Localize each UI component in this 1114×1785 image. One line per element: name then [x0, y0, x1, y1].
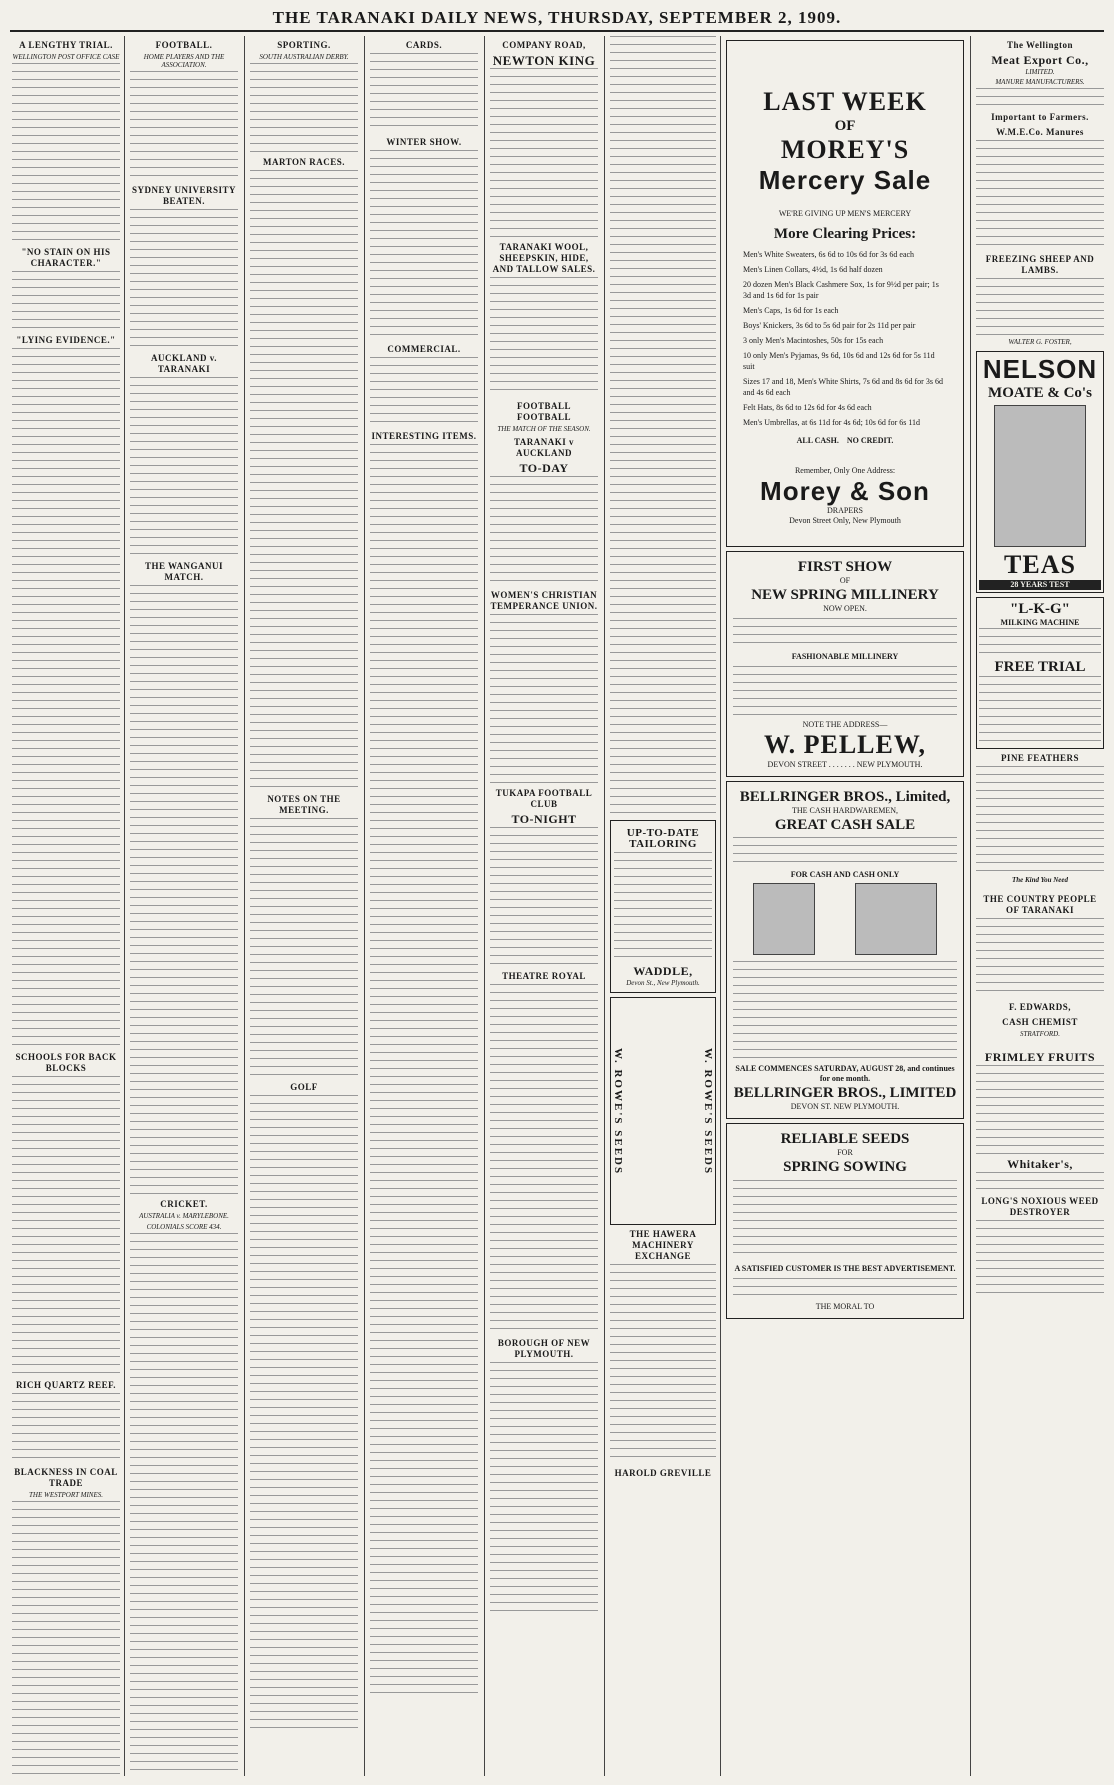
ad-firm: WADDLE, [633, 964, 693, 978]
column-rule [124, 36, 125, 1776]
headline: FOOTBALL. [155, 40, 213, 50]
ad-subheading: FASHIONABLE MILLINERY [791, 652, 899, 661]
ad-heading: Whitaker's, [1007, 1157, 1073, 1172]
headline: BOROUGH OF NEW PLYMOUTH. [497, 1338, 591, 1360]
article-text [490, 68, 598, 238]
article-text [370, 53, 478, 133]
headline: THE HAWERA MACHINERY EXCHANGE [629, 1229, 697, 1262]
column-6 [610, 36, 716, 1776]
ad-firm: W. PELLEW, [764, 730, 926, 759]
ad-text [733, 961, 957, 1061]
subheadline: HOME PLAYERS AND THE ASSOCIATION. [143, 53, 225, 70]
ad-heading: W.M.E.Co. Manures [996, 127, 1084, 138]
article-text [370, 357, 478, 427]
price-item: Sizes 17 and 18, Men's White Shirts, 7s 6d and 8s 6d for 3s 6d and 4s 6d each [743, 377, 943, 397]
article-text [12, 1076, 120, 1376]
wallpaper-illustration [855, 883, 937, 955]
ad-firm: Morey & Son [760, 476, 930, 506]
ad-terms: NO CREDIT. [846, 436, 894, 445]
column-rule [364, 36, 365, 1776]
ad-note: SALE COMMENCES SATURDAY, AUGUST 28, and continues for one month. [735, 1064, 955, 1083]
ad-heading: Meat Export Co., [991, 53, 1089, 67]
headline: SPORTING. [277, 40, 331, 50]
ad-heading: LAST WEEK [763, 87, 927, 116]
ad-title: W. ROWE'S SEEDS [612, 1047, 625, 1175]
morey-ad [726, 40, 964, 547]
ad-heading: NELSON [982, 353, 1098, 384]
subheadline: THE WESTPORT MINES. [29, 1491, 103, 1500]
ad-subheading: FOR CASH AND CASH ONLY [790, 870, 900, 879]
ad-heading: Important to Farmers. [991, 112, 1089, 123]
ad-heading: LONG'S NOXIOUS WEED DESTROYER [981, 1196, 1099, 1218]
headline: COMMERCIAL. [387, 344, 461, 354]
headline: CARDS. [405, 40, 443, 50]
column-rule [970, 36, 971, 1776]
price-item: Men's Linen Collars, 4½d, 1s 6d half dozen [743, 265, 883, 274]
ad-heading: FIRST SHOW [797, 559, 893, 575]
ad-heading: FRIMLEY FRUITS [984, 1050, 1096, 1065]
ad-subheading: LIMITED. [1025, 68, 1055, 76]
headline: THE WANGANUI MATCH. [144, 561, 224, 583]
ad-heading: BELLRINGER BROS., Limited, [739, 789, 951, 805]
ad-heading: TEAS [1004, 549, 1076, 579]
nelson-tea-ad [976, 351, 1104, 593]
headline: BLACKNESS IN COAL TRADE [14, 1467, 118, 1489]
article-text [490, 1362, 598, 1612]
ad-heading: MOATE & Co's [988, 384, 1092, 401]
column-4 [370, 36, 478, 1776]
article-text [250, 818, 358, 1078]
ad-trade: DRAPERS [826, 506, 863, 515]
ad-text [733, 1278, 957, 1298]
subheadline: AUSTRALIA v. MARYLEBONE. [139, 1212, 229, 1221]
ad-subheading: The Kind You Need [1011, 875, 1069, 884]
article-text [250, 63, 358, 153]
price-item: Men's Umbrellas, at 6s 11d for 4s 6d; 10s 6d for 6s 11d [743, 418, 921, 427]
headline: INTERESTING ITEMS. [371, 431, 477, 441]
ad-text [733, 1180, 957, 1260]
ad-heading: FREE TRIAL [994, 658, 1086, 675]
ad-text [976, 88, 1104, 108]
headline: FOOTBALL FOOTBALL [516, 401, 571, 422]
right-column [976, 36, 1104, 1776]
column-rule [244, 36, 245, 1776]
ad-text [976, 918, 1104, 998]
headline: SYDNEY UNIVERSITY BEATEN. [132, 185, 236, 207]
ad-terms: ALL CASH. [796, 436, 839, 445]
ad-title: UP-TO-DATE TAILORING [626, 827, 700, 850]
article-text [250, 1095, 358, 1735]
headline: MARTON RACES. [262, 157, 346, 168]
ad-text [979, 676, 1101, 746]
article-text [12, 63, 120, 243]
headline: TO-DAY [519, 461, 569, 476]
ad-heading: GREAT CASH SALE [774, 817, 916, 833]
masthead: THE TARANAKI DAILY NEWS, THURSDAY, SEPTEMBER 2, 1909. [10, 8, 1104, 32]
ad-heading: The Wellington [1006, 40, 1074, 50]
ad-heading: OF [834, 118, 856, 134]
column-rule [484, 36, 485, 1776]
headline: AUCKLAND v. TARANAKI [150, 353, 217, 375]
headline: TARANAKI WOOL, SHEEPSKIN, HIDE, AND TALLOW SALES. [492, 242, 596, 274]
ad-subheading: 28 YEARS TEST [979, 580, 1101, 590]
paint-illustration [753, 883, 815, 955]
ad-heading: CASH CHEMIST [1002, 1016, 1078, 1027]
ad-heading: THE COUNTRY PEOPLE OF TARANAKI [983, 893, 1097, 915]
article-text [12, 1501, 120, 1776]
ad-heading: F. EDWARDS, [1009, 1001, 1071, 1012]
ad-text [976, 1065, 1104, 1155]
ad-heading: NEW SPRING MILLINERY [751, 587, 939, 603]
bellringer-ad [726, 781, 964, 1119]
ad-text [733, 666, 957, 716]
ad-text [976, 1220, 1104, 1300]
tailoring-ad [610, 820, 716, 993]
headline: THEATRE ROYAL [502, 971, 586, 982]
ad-address: Devon Street Only, New Plymouth [789, 516, 901, 525]
article-text [12, 271, 120, 331]
ad-address: DEVON STREET . . . . . . . NEW PLYMOUTH. [767, 760, 923, 769]
article-text [12, 1393, 120, 1463]
ad-text [733, 618, 957, 648]
ad-heading: "L-K-G" [1010, 600, 1070, 617]
ad-subheading: A SATISFIED CUSTOMER IS THE BEST ADVERTISEMENT. [734, 1264, 956, 1273]
headline: A LENGTHY TRIAL. [19, 40, 113, 50]
headline: NEWTON KING [492, 53, 596, 68]
ad-subheading: MANURE MANUFACTURERS. [995, 78, 1085, 87]
ad-address: DEVON ST. NEW PLYMOUTH. [790, 1102, 900, 1111]
price-item: Men's Caps, 1s 6d for 1s each [743, 306, 839, 315]
column-2 [130, 36, 238, 1776]
ad-heading: RELIABLE SEEDS [780, 1131, 910, 1147]
ad-heading: FREEZING SHEEP AND LAMBS. [985, 254, 1095, 276]
ad-title: W. ROWE'S SEEDS [702, 1047, 714, 1175]
millinery-ad [726, 551, 964, 777]
price-item: Boys' Knickers, 3s 6d to 5s 6d pair for 2s 11d per pair [743, 321, 916, 330]
column-3 [250, 36, 358, 1776]
article-text [370, 444, 478, 1694]
article-text [490, 614, 598, 784]
tea-illustration [994, 405, 1086, 547]
column-1 [12, 36, 120, 1776]
article-text [130, 71, 238, 181]
headline: TUKAPA FOOTBALL CLUB [495, 788, 593, 810]
ad-note: NOTE THE ADDRESS— [802, 720, 888, 729]
price-item: Felt Hats, 8s 6d to 12s 6d for 4s 6d each [743, 403, 872, 412]
headline: NOTES ON THE MEETING. [267, 794, 341, 816]
ad-subheading: STRATFORD. [1020, 1029, 1060, 1038]
ad-heading: MOREY'S [780, 135, 910, 164]
ad-signature: WALTER G. FOSTER, [1008, 338, 1072, 347]
article-text [370, 150, 478, 340]
ad-heading: PINE FEATHERS [1000, 752, 1080, 763]
ad-text [614, 852, 712, 962]
column-rule [604, 36, 605, 1776]
ad-address: Devon St., New Plymouth. [626, 979, 700, 987]
ad-text [976, 140, 1104, 250]
ad-text [733, 837, 957, 867]
column-5 [490, 36, 598, 1776]
ad-heading: FOR [837, 1148, 853, 1157]
ad-text [976, 1172, 1104, 1192]
ad-heading: OF [839, 576, 851, 585]
seeds-ad [610, 997, 716, 1225]
subheadline: SOUTH AUSTRALIAN DERBY. [259, 53, 349, 61]
headline: TARANAKI v AUCKLAND [513, 437, 575, 459]
ad-text [979, 628, 1101, 658]
ads-column [726, 36, 964, 1776]
seeds-ad-large [726, 1123, 964, 1319]
ad-heading: MILKING MACHINE [1000, 617, 1080, 627]
ad-note: Remember, Only One Address: [794, 466, 896, 475]
price-list [733, 249, 957, 428]
article-text [250, 170, 358, 790]
article-text [610, 1264, 716, 1464]
headline: HAROLD GREVILLE [614, 1468, 712, 1479]
article-text [490, 984, 598, 1334]
article-text [610, 36, 716, 816]
article-text [490, 827, 598, 967]
headline: SCHOOLS FOR BACK BLOCKS [15, 1052, 117, 1074]
price-item: Men's White Sweaters, 6s 6d to 10s 6d for 3s 6d each [743, 250, 915, 259]
price-item: 3 only Men's Macintoshes, 50s for 15s each [743, 336, 884, 345]
ad-firm: BELLRINGER BROS., LIMITED [733, 1085, 957, 1101]
ad-text [976, 278, 1104, 338]
article-text [130, 1233, 238, 1776]
price-item: 20 dozen Men's Black Cashmere Sox, 1s for 9½d per pair; 1s 3d and 1s 6d for 1s pair [743, 280, 939, 300]
ad-heading: SPRING SOWING [783, 1159, 907, 1175]
price-item: 10 only Men's Pyjamas, 9s 6d, 10s 6d and 12s 6d for 5s 11d suit [743, 351, 935, 371]
headline: "NO STAIN ON HIS CHARACTER." [21, 247, 111, 269]
milking-machine-ad [976, 597, 1104, 749]
article-text [130, 585, 238, 1195]
ad-subheading: More Clearing Prices: [773, 226, 917, 242]
ad-footer: THE MORAL TO [815, 1302, 875, 1311]
headline: TO-NIGHT [511, 812, 577, 827]
headline: GOLF [290, 1082, 318, 1093]
article-text [130, 377, 238, 557]
headline: WINTER SHOW. [386, 137, 462, 147]
subheadline: THE MATCH OF THE SEASON. [497, 425, 591, 433]
article-text [490, 476, 598, 586]
headline: "LYING EVIDENCE." [16, 335, 116, 346]
ad-subheading: WE'RE GIVING UP MEN'S MERCERY [778, 209, 912, 218]
ad-subheading: NOW OPEN. [823, 604, 867, 613]
article-text [130, 209, 238, 349]
ad-text [976, 766, 1104, 876]
article-text [12, 348, 120, 1048]
article-text [490, 277, 598, 397]
ad-subheading: THE CASH HARDWAREMEN, [792, 806, 898, 815]
headline: WOMEN'S CHRISTIAN TEMPERANCE UNION. [490, 590, 598, 612]
subheadline: WELLINGTON POST OFFICE CASE [12, 53, 120, 61]
headline: COMPANY ROAD, [502, 40, 586, 50]
headline: RICH QUARTZ REEF. [15, 1380, 117, 1391]
column-rule [720, 36, 721, 1776]
subheadline: COLONIALS SCORE 434. [146, 1222, 222, 1231]
ad-heading: Mercery Sale [758, 165, 932, 195]
headline: CRICKET. [160, 1199, 208, 1210]
